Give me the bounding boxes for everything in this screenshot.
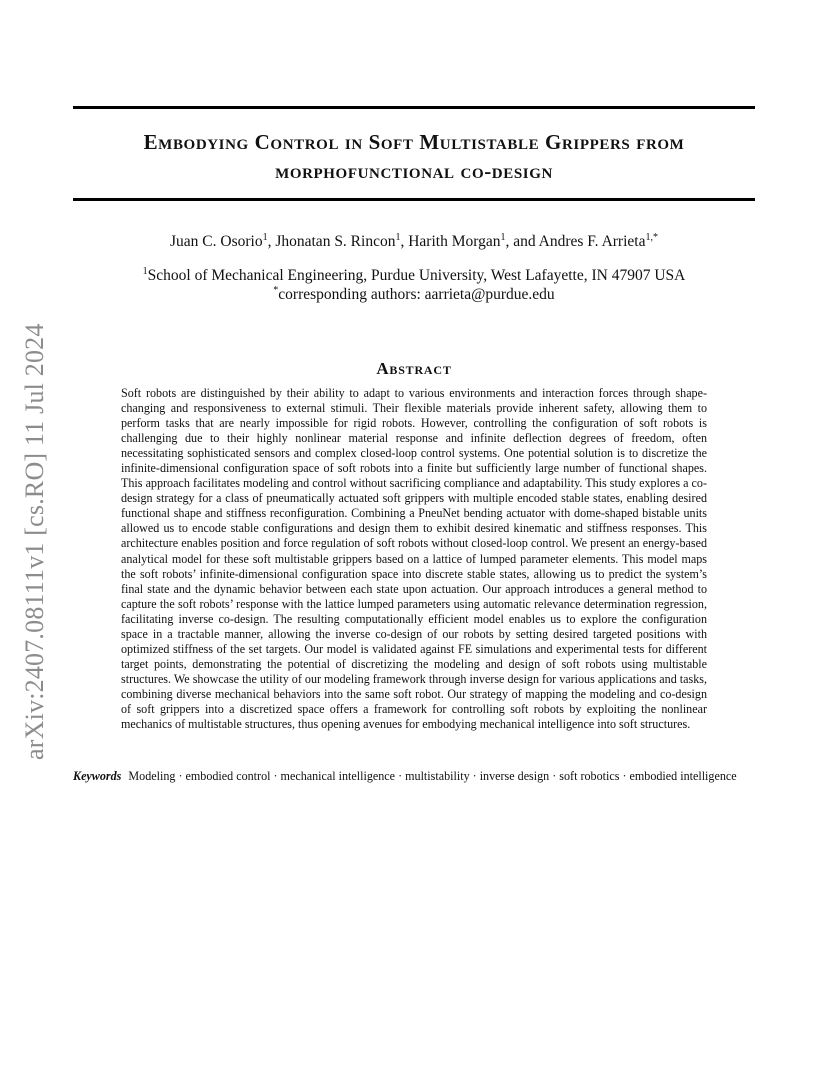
- affiliation-block: [73, 266, 755, 304]
- corresponding-mark: *: [273, 285, 279, 296]
- keywords-label: Keywords: [73, 769, 122, 783]
- author-affiliation-mark: 1: [500, 232, 506, 243]
- author-list: [73, 232, 755, 252]
- affiliation-text: School of Mechanical Engineering, Purdue University, West Lafayette, IN 47907 USA: [147, 267, 686, 284]
- title-line-2: morphofunctional co-design: [275, 159, 553, 183]
- author-name: Jhonatan S. Rincon: [275, 233, 396, 250]
- title-top-rule: [73, 106, 755, 109]
- corresponding-author-email: corresponding authors: aarrieta@purdue.edu: [278, 286, 555, 303]
- affiliation-line: [73, 266, 755, 285]
- abstract-heading: Abstract: [376, 359, 452, 378]
- title-line-1: Embodying Control in Soft Multistable Grippers from: [143, 130, 685, 154]
- author-name: Andres F. Arrieta: [538, 233, 646, 250]
- author-affiliation-mark: 1: [262, 232, 268, 243]
- paper-title: [73, 128, 755, 186]
- title-bottom-rule: [73, 198, 755, 201]
- author-separator: ,: [267, 233, 276, 250]
- author-affiliation-mark: 1,*: [645, 232, 658, 243]
- affiliation-mark: 1: [142, 266, 148, 277]
- author-affiliation-mark: 1: [395, 232, 401, 243]
- author-separator: , and: [505, 233, 539, 250]
- keywords-section: [73, 769, 757, 784]
- author-name: Juan C. Osorio: [170, 233, 263, 250]
- corresponding-line: [73, 285, 755, 304]
- keywords-list: Modeling · embodied control · mechanical intelligence · multistability · inverse design · soft robotics · embodied intelligence: [128, 769, 737, 783]
- author-name: Harith Morgan: [408, 233, 501, 250]
- arxiv-identifier: arXiv:2407.08111v1 [cs.RO] 11 Jul 2024: [20, 323, 49, 760]
- author-separator: ,: [400, 233, 409, 250]
- abstract-body: Soft robots are distinguished by their ability to adapt to various environments and interaction forces through shape-changing and responsiveness to external stimuli. Their flexible materials provide inherent safety, allowing them to perform tasks that are nearly impossible for rigid robots. However, controlling the configuration of soft robots is challenging due to their highly nonlinear material response and infinite deflection degrees of freedom, often necessitating sophisticated sensors and complex closed-loop control systems. One potential solution is to discretize the infinite-dimensional configuration space of soft robots into a finite but sufficiently large number of functional shapes. This approach facilitates modeling and control without sacrificing compliance and adaptability. This study explores a co-design strategy for a class of pneumatically actuated soft grippers with multiple encoded stable states, enabling desired functional shape and stiffness reconfiguration. Combining a PneuNet bending actuator with dome-shaped bistable units allowed us to encode stable configurations and design them to exhibit desired kinematic and stiffness responses. This architecture enables position and force regulation of soft robots without closed-loop control. We present an energy-based analytical model for these soft multistable grippers based on a lattice of lumped parameter elements. This model maps the soft robots’ infinite-dimensional configuration space into discrete stable states, allowing us to predict the system’s final state and the dynamic behavior between each state upon actuation. Our approach introduces a general method to capture the soft robots’ response with the lattice lumped parameters using automatic relevance determination regression, facilitating inverse co-design. The resulting computationally efficient model enables us to explore the configuration space in a tractable manner, allowing the inverse co-design of our robots by setting desired targeted positions with optimized stiffness of the set targets. Our model is validated against FE simulations and experimental tests for different target points, demonstrating the potential of discretizing the modeling and design of soft robots using multistable structures. We showcase the utility of our modeling framework through inverse design for various applications and tasks, combining diverse mechanical behaviors into the same soft robot. Our strategy of mapping the modeling and co-design of soft grippers into a discretized space offers a framework for controlling soft robots by exploiting the nonlinear mechanics of multistable structures, thus opening avenues for embodying mechanical intelligence into soft structures.: [121, 386, 707, 732]
